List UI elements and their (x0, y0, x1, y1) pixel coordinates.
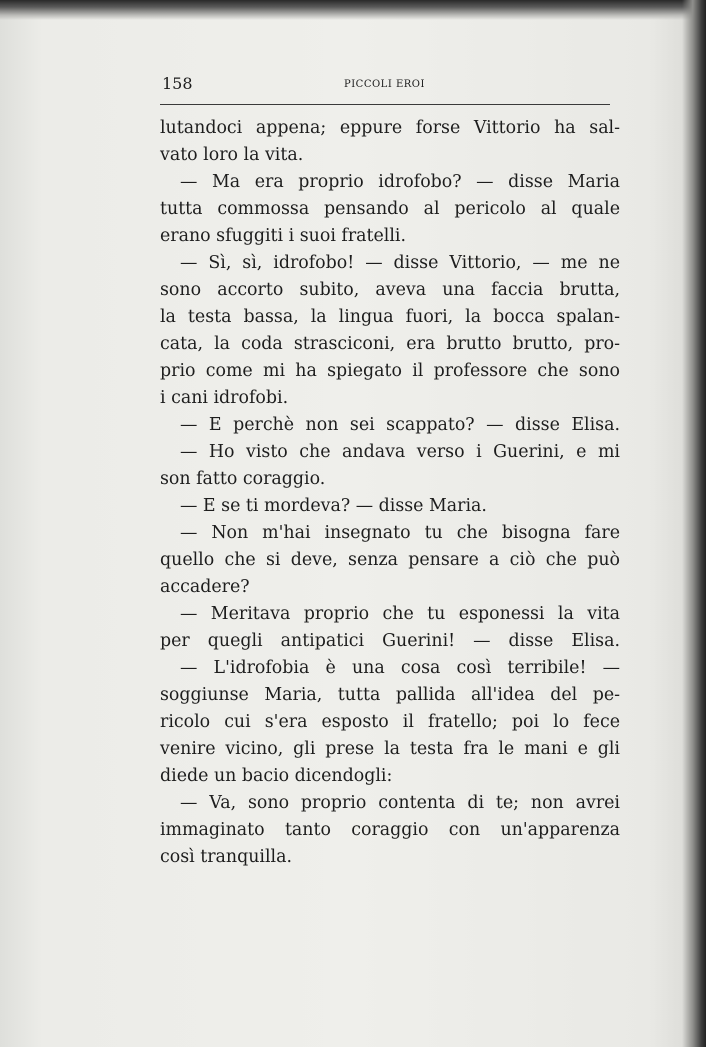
text-line: — Va, sono proprio contenta di te; non avrei (180, 793, 620, 813)
text-line: prio come mi ha spiegato il professore che sono (160, 361, 620, 381)
text-line: son fatto coraggio. (160, 469, 326, 489)
text-line: venire vicino, gli prese la testa fra le mani e gli (160, 739, 620, 759)
text-line: così tranquilla. (160, 847, 293, 867)
text-line: ricolo cui s'era esposto il fratello; poi lo fece (160, 712, 620, 732)
text-line: soggiunse Maria, tutta pallida all'idea del pe- (160, 685, 620, 705)
text-line: tutta commossa pensando al pericolo al quale (160, 199, 620, 219)
text-line: la testa bassa, la lingua fuori, la bocca spalan- (160, 307, 620, 327)
scan-top-shadow (0, 0, 706, 20)
text-line: lutandoci appena; eppure forse Vittorio ha sal- (160, 118, 620, 138)
page-number: 158 (162, 74, 193, 93)
text-line: quello che si deve, senza pensare a ciò che può (160, 550, 620, 570)
text-line: — Ma era proprio idrofobo? — disse Maria (180, 172, 620, 192)
text-line: immaginato tanto coraggio con un'apparenza (160, 820, 620, 840)
text-line: — Sì, sì, idrofobo! — disse Vittorio, — me ne (180, 253, 620, 273)
text-line: — Ho visto che andava verso i Guerini, e mi (180, 442, 620, 462)
page-header (160, 74, 610, 96)
text-line: sono accorto subito, aveva una faccia brutta, (160, 280, 620, 300)
text-line: accadere? (160, 577, 250, 597)
text-line: cata, la coda strasciconi, era brutto brutto, pro- (160, 334, 620, 354)
text-line: per quegli antipatici Guerini! — disse Elisa. (160, 631, 620, 651)
text-line: vato loro la vita. (160, 145, 304, 165)
text-line: erano sfuggiti i suoi fratelli. (160, 226, 407, 246)
book-spine-edge (682, 0, 706, 1047)
header-rule (160, 104, 610, 105)
text-line: diede un bacio dicendogli: (160, 766, 393, 786)
running-head: PICCOLI EROI (344, 79, 425, 90)
body-text (160, 115, 620, 871)
text-line: — Meritava proprio che tu esponessi la vita (180, 604, 620, 624)
text-line: — Non m'hai insegnato tu che bisogna fare (180, 523, 620, 543)
text-line: — L'idrofobia è una cosa così terribile! — (180, 658, 620, 678)
text-line: — E se ti mordeva? — disse Maria. (180, 496, 487, 516)
text-line: — E perchè non sei scappato? — disse Elisa. (180, 415, 620, 435)
text-line: i cani idrofobi. (160, 388, 289, 408)
